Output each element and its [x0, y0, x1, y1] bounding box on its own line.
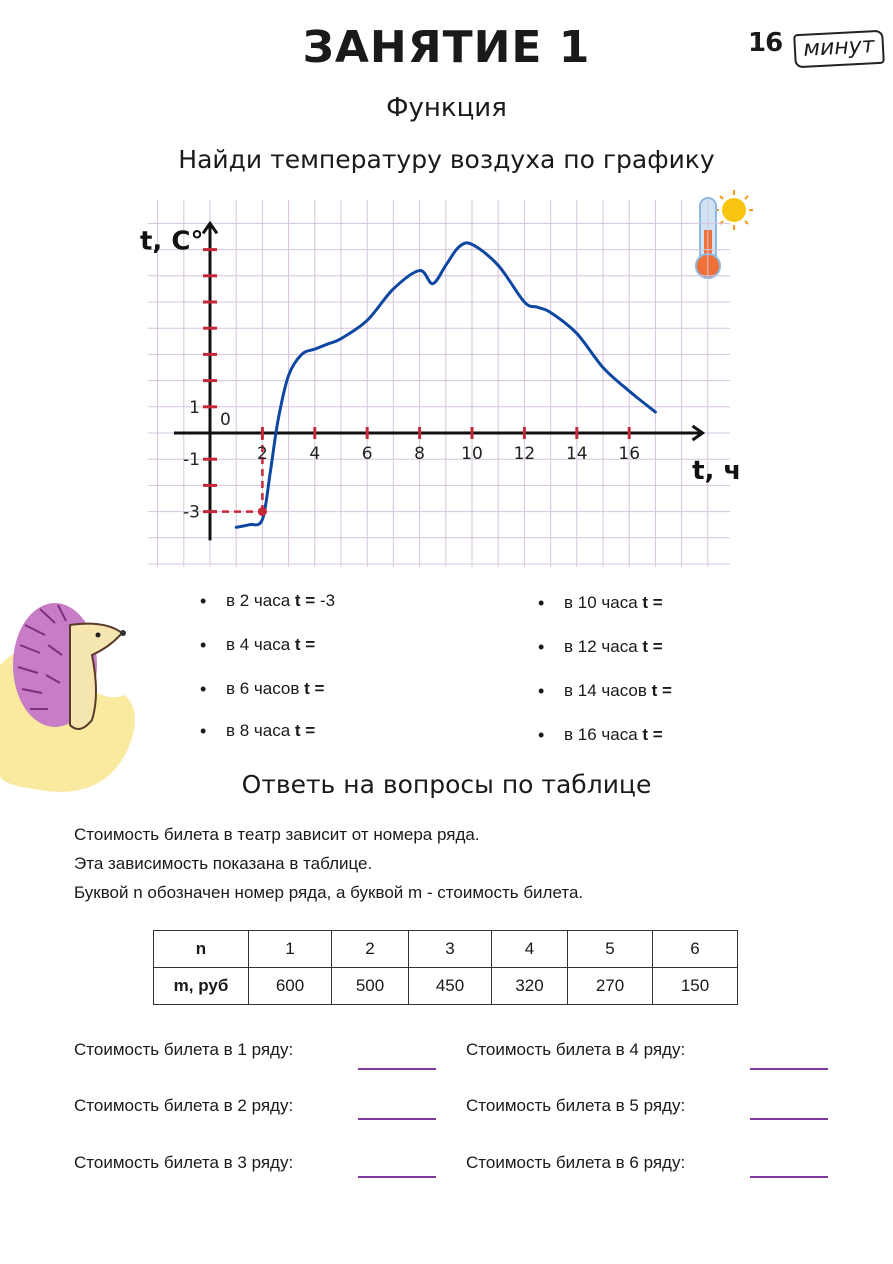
x-tick-label: 2: [256, 444, 268, 464]
x-tick-label: 14: [565, 444, 588, 464]
description-line: Эта зависимость показана в таблице.: [74, 854, 373, 873]
table-cell: 600: [249, 968, 332, 1005]
task2-description: [74, 820, 583, 907]
list-item: • в 8 часа t =: [226, 721, 315, 741]
table-cell: 3: [409, 931, 492, 968]
x-tick-label: 16: [618, 444, 641, 464]
table-cell: 450: [409, 968, 492, 1005]
y-tick-label: -3: [183, 502, 200, 523]
answer-field[interactable]: [358, 1050, 436, 1070]
task1-heading: Найди температуру воздуха по графику: [178, 145, 715, 174]
x-axis-label: t, ч: [692, 456, 742, 486]
page-title: ЗАНЯТИЕ 1: [302, 22, 591, 73]
list-item: • в 2 часа t = -3: [226, 591, 335, 611]
x-tick-label: 4: [309, 444, 321, 464]
table-row: [154, 968, 738, 1005]
hedgehog-illustration: [0, 585, 140, 800]
answer-field[interactable]: [750, 1100, 828, 1120]
chart-axes: [174, 223, 703, 540]
table-cell: 150: [653, 968, 738, 1005]
list-item: • в 12 часа t =: [564, 637, 663, 657]
temperature-chart: [130, 195, 750, 575]
list-item: • в 16 часа t =: [564, 725, 663, 745]
table-cell: 500: [332, 968, 409, 1005]
list-item: • в 6 часов t =: [226, 679, 324, 699]
question-label: Стоимость билета в 3 ряду:: [74, 1153, 294, 1172]
answer-field[interactable]: [358, 1100, 436, 1120]
list-item: • в 4 часа t =: [226, 635, 315, 655]
table-row: [154, 931, 738, 968]
x-tick-label: 8: [414, 444, 426, 464]
x-tick-label: 12: [513, 444, 536, 464]
y-tick-label: -1: [183, 450, 200, 471]
highlight-point: [258, 507, 267, 516]
x-tick-label: 10: [461, 444, 483, 464]
page-subtitle: Функция: [386, 93, 507, 123]
list-item: • в 14 часов t =: [564, 681, 672, 701]
chart-labels: [140, 226, 741, 522]
question-label: Стоимость билета в 5 ряду:: [466, 1096, 686, 1115]
table-cell: 270: [568, 968, 653, 1005]
question-label: Стоимость билета в 1 ряду:: [74, 1040, 294, 1059]
table-cell: 1: [249, 931, 332, 968]
table-header-cell: n: [154, 931, 249, 968]
x-tick-label: 6: [361, 444, 373, 464]
table-cell: 6: [653, 931, 738, 968]
brand-logo: [748, 28, 884, 72]
logo-word: минут: [793, 30, 885, 69]
origin-label: 0: [220, 410, 231, 430]
task2-heading: Ответь на вопросы по таблице: [241, 770, 652, 799]
answer-field[interactable]: [358, 1158, 436, 1178]
question-label: Стоимость билета в 6 ряду:: [466, 1153, 686, 1172]
question-label: Стоимость билета в 2 ряду:: [74, 1096, 294, 1115]
logo-number: 16: [748, 28, 783, 58]
y-tick-label: 1: [189, 397, 200, 418]
table-cell: 5: [568, 931, 653, 968]
answer-field[interactable]: [750, 1050, 828, 1070]
answer-field[interactable]: [750, 1158, 828, 1178]
question-label: Стоимость билета в 4 ряду:: [466, 1040, 686, 1059]
table-header-cell: m, руб: [154, 968, 249, 1005]
y-axis-label: t, C°: [140, 226, 204, 257]
list-item: • в 10 часа t =: [564, 593, 663, 613]
table-cell: 4: [492, 931, 568, 968]
description-line: Стоимость билета в театр зависит от номера ряда.: [74, 825, 480, 844]
price-table: [153, 930, 738, 1005]
table-cell: 320: [492, 968, 568, 1005]
description-line: Буквой n обозначен номер ряда, а буквой m - стоимость билета.: [74, 883, 584, 902]
table-cell: 2: [332, 931, 409, 968]
